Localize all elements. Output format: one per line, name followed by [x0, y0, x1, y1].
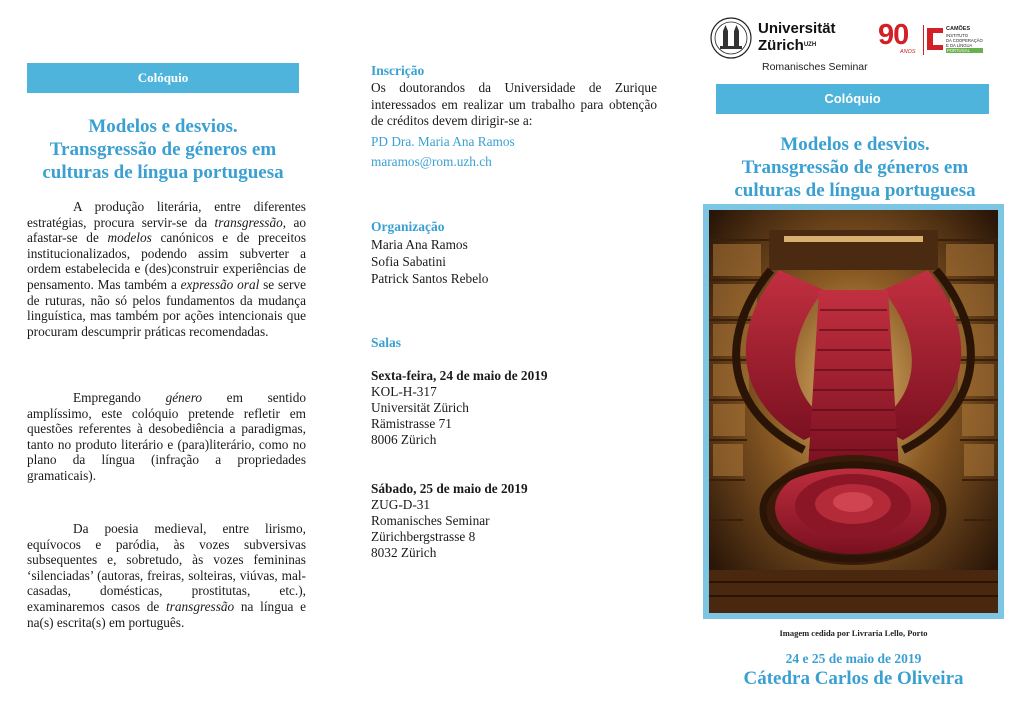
organizer-2: Sofia Sabatini	[371, 254, 446, 269]
catedra-name: Cátedra Carlos de Oliveira	[743, 668, 964, 689]
photo-caption: Imagem cedida por Livraria Lello, Porto	[779, 628, 928, 638]
organizacao-heading: Organização	[371, 219, 445, 234]
salas-heading: Salas	[371, 335, 402, 350]
organizer-1: Maria Ana Ramos	[371, 237, 468, 252]
intro-paragraph-2: Empregando género em sentido amplíssimo, este colóquio pretende refletir em questões referentes à desobediência a paradigmas, tanto no produto literário e (para)literário, como no plano da língua (infração a propriedades gramaticais).	[27, 390, 306, 483]
day1-date: Sexta-feira, 24 de maio de 2019	[371, 368, 548, 383]
camoes-name: CAMÕES	[946, 26, 971, 32]
day2-room: ZUG-D-31	[371, 497, 431, 512]
right-banner-label: Colóquio	[824, 91, 881, 106]
left-colloquium-banner	[27, 63, 299, 93]
camoes-c-icon	[927, 28, 943, 50]
right-title-line-3: culturas de língua portuguesa	[734, 180, 976, 201]
uzh-name-line-2: Zürich	[758, 37, 804, 54]
left-banner-label: Colóquio	[137, 70, 189, 85]
left-title-line-2: Transgressão de géneros em	[49, 139, 277, 160]
left-title	[27, 115, 299, 184]
right-colloquium-banner	[716, 84, 989, 114]
day2-street: Zürichbergstrasse 8	[371, 529, 476, 544]
left-title-line-3: culturas de língua portuguesa	[42, 162, 284, 183]
staircase-photo	[703, 204, 1004, 619]
camoes-sub-2: DA COOPERAÇÃO	[946, 38, 983, 43]
day1-street: Rämistrasse 71	[371, 416, 452, 431]
camoes-90-number: 90	[878, 19, 909, 51]
uzh-seal-icon	[710, 17, 752, 59]
uzh-logo	[710, 17, 880, 77]
left-title-line-1: Modelos e desvios.	[88, 116, 238, 137]
intro-paragraph-3: Da poesia medieval, entre lirismo, equívocos e paródia, às vozes subversivas subsequentes e, sobretudo, às vozes femininas ‘silenciadas’ (autoras, freiras, solteiras, viúvas, mal-casadas, domésticas, prostitutas, etc.), examinaremos casos de transgressão na língua e na(s) escrita(s) em português.	[27, 521, 306, 630]
contact-name: PD Dra. Maria Ana Ramos	[371, 134, 515, 149]
staircase-photo-illustration	[709, 210, 998, 613]
intro-paragraph-1: A produção literária, entre diferentes estratégias, procura servir-se da transgressão, ao afastar-se de modelos canónicos e de preceitos institucionalizados, podendo assim subverter a ordem estabelecida e (des)construir experiências de pensamento. Mas também a expressão oral se serve de ruturas, não só pelos fundamentos da mudança linguística, mas também por ações intencionais que procuram descumprir práticas recomendadas.	[27, 199, 306, 339]
camoes-sub-3: E DA LÍNGUA	[946, 43, 973, 48]
camoes-sub-4: PORTUGAL	[946, 48, 983, 53]
right-title-line-2: Transgressão de géneros em	[741, 157, 969, 178]
day1-city: 8006 Zürich	[371, 432, 437, 447]
camoes-logo	[878, 19, 988, 63]
organizer-3: Patrick Santos Rebelo	[371, 271, 489, 286]
inscricao-heading: Inscrição	[371, 63, 425, 78]
uzh-superscript: UZH	[803, 42, 817, 48]
uzh-name-line-1: Universität	[758, 20, 836, 37]
camoes-divider	[923, 25, 924, 55]
inscricao-text: Os doutorandos da Universidade de Zurique interessados em realizar um trabalho para obtenção de créditos devem dirigir-se a:	[371, 80, 657, 128]
event-dates: 24 e 25 de maio de 2019	[785, 651, 922, 666]
camoes-sub-1: INSTITUTO	[946, 33, 969, 38]
right-title-line-1: Modelos e desvios.	[780, 134, 930, 155]
day1-room: KOL-H-317	[371, 384, 437, 399]
day2-city: 8032 Zürich	[371, 545, 437, 560]
contact-email[interactable]: maramos@rom.uzh.ch	[371, 154, 492, 169]
day2-venue: Romanisches Seminar	[371, 513, 490, 528]
day1-venue: Universität Zürich	[371, 400, 469, 415]
right-title	[706, 133, 1004, 202]
seminar-name: Romanisches Seminar	[762, 61, 868, 73]
camoes-anos-label: ANOS	[900, 49, 916, 55]
day2-date: Sábado, 25 de maio de 2019	[371, 481, 528, 496]
